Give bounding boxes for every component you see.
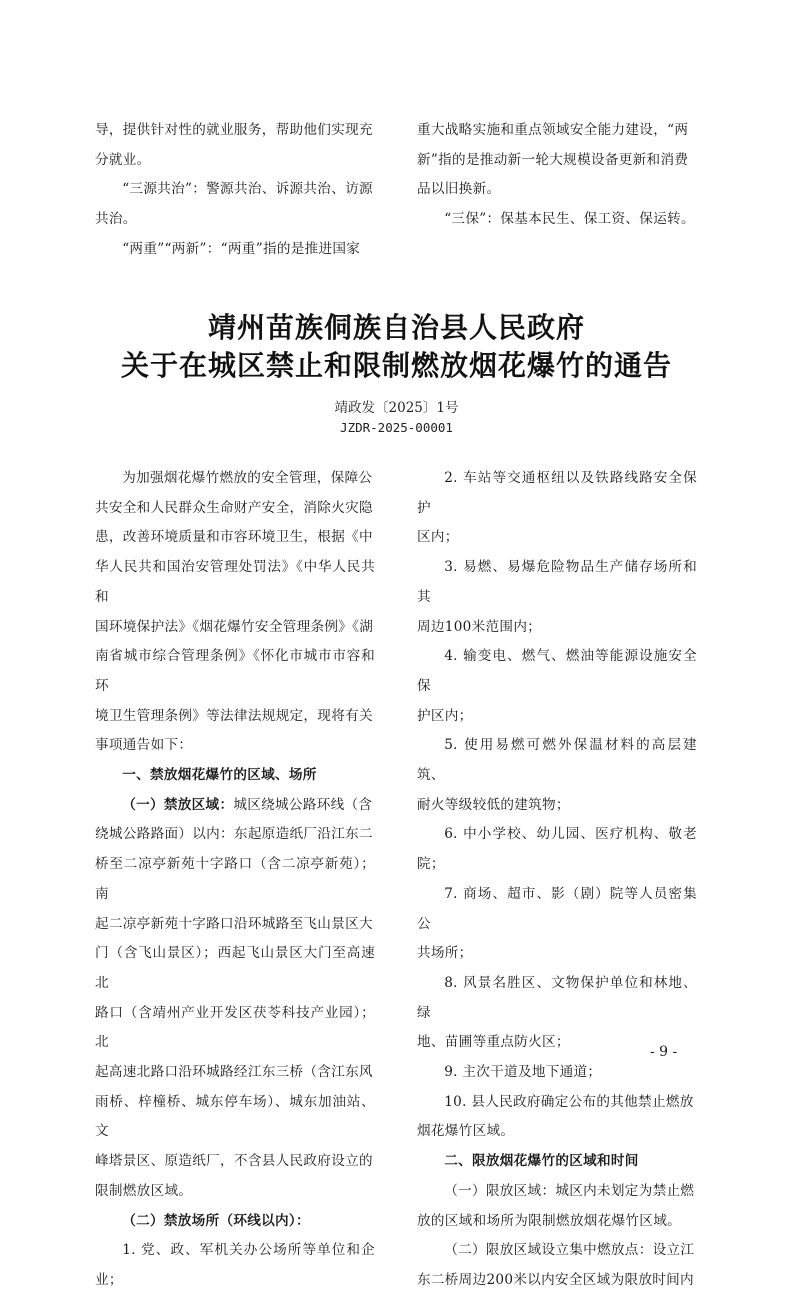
line-text: “两重”“两新”：“两重”指的是推进国家 (122, 240, 361, 257)
line-text: 4. 输变电、燃气、燃油等能源设施安全保 (417, 648, 697, 694)
line-text: 一、禁放烟花爆竹的区域、场所 (122, 767, 317, 784)
line-text: 新”指的是推动新一轮大规模设备更新和消费 (417, 151, 689, 168)
line-text: 10. 县人民政府确定公布的其他禁止燃放 (444, 1093, 694, 1110)
line-text: 8. 风景名胜区、文物保护单位和林地、绿 (417, 974, 697, 1021)
text-line (417, 1266, 697, 1296)
line-text: 3. 易燃、易爆危险物品生产储存场所和其 (417, 559, 697, 605)
text-line (95, 1236, 375, 1295)
text-line (417, 702, 697, 732)
top-right-column (417, 116, 697, 235)
text-line (417, 820, 697, 879)
text-line (95, 642, 375, 701)
text-line (95, 523, 375, 553)
line-text: 门（含飞山景区）；西起飞山景区大门至高速北 (95, 945, 375, 991)
notice-title-line-2: 关于在城区禁止和限制燃放烟花爆竹的通告 (120, 349, 672, 382)
text-line (417, 791, 697, 821)
text-line (417, 969, 697, 1028)
text-line (95, 553, 375, 612)
top-left-column (95, 116, 375, 265)
page-number: - 9 - (650, 1044, 678, 1060)
line-text: 重大战略实施和重点领域安全能力建设，“两 (417, 122, 689, 138)
text-line (95, 702, 375, 732)
line-text: 雨桥、梓橦桥、城东停车场）、城东加油站、文 (95, 1093, 375, 1140)
line-text: 9. 主次干道及地下通道； (444, 1064, 602, 1081)
line-text: 南省城市综合管理条例》《怀化市城市市容和环 (95, 648, 375, 694)
text-line (417, 642, 697, 701)
text-line (95, 820, 375, 850)
line-text: 5. 使用易燃可燃外保温材料的高层建筑、 (417, 737, 697, 784)
line-text: 6. 中小学校、幼儿园、医疗机构、敬老院； (417, 826, 697, 873)
line-text: “三保”：保基本民生、保工资、保运转。 (444, 211, 695, 228)
line-text: 耐火等级较低的建筑物； (417, 796, 570, 813)
text-line (95, 791, 375, 821)
text-line (95, 146, 375, 176)
text-line (95, 205, 375, 235)
text-line (417, 116, 697, 146)
text-line (417, 1058, 697, 1088)
line-text: 东二桥周边200米以内安全区域为限放时间内 (417, 1271, 694, 1288)
text-line (95, 1058, 375, 1088)
line-text: 国环境保护法》《烟花爆竹安全管理条例》《湖 (95, 618, 374, 635)
text-line (95, 850, 375, 909)
line-text: 城区绕城公路环线（含 (233, 796, 373, 813)
text-line (417, 205, 697, 235)
line-text: 绕城公路路面）以内：东起原造纸厂沿江东二 (95, 826, 373, 843)
line-text: （二）限放区域设立集中燃放点：设立江 (444, 1242, 695, 1259)
text-line (95, 464, 375, 494)
text-line (417, 523, 697, 553)
text-line (417, 146, 697, 176)
text-line (417, 175, 697, 205)
text-line (417, 553, 697, 612)
text-line (95, 494, 375, 524)
text-line (417, 1147, 697, 1177)
text-line (417, 1177, 697, 1207)
line-text: 限制燃放区域。 (95, 1182, 193, 1199)
line-text: 桥至二凉亭新苑十字路口（含二凉亭新苑）；南 (95, 856, 375, 902)
text-line (95, 1147, 375, 1177)
line-text: 地、苗圃等重点防火区； (417, 1034, 570, 1051)
line-text: 起二凉亭新苑十字路口沿环城路至飞山景区大 (95, 915, 373, 932)
line-text: 放的区域和场所为限制燃放烟花爆竹区域。 (417, 1212, 681, 1229)
text-line (95, 175, 375, 205)
text-line (95, 999, 375, 1058)
text-line (95, 910, 375, 940)
line-text: 区内； (417, 529, 459, 546)
line-text: 共场所； (417, 945, 473, 962)
line-text: 为加强烟花爆竹燃放的安全管理，保障公 (122, 470, 373, 486)
line-text: 护区内； (417, 707, 473, 724)
line-text: 1. 党、政、军机关办公场所等单位和企业； (95, 1242, 375, 1288)
line-text: 共安全和人民群众生命财产安全，消除火灾隐 (95, 499, 373, 516)
section-label: （一）禁放区域： (122, 796, 234, 813)
text-line (95, 1177, 375, 1207)
text-line (95, 116, 375, 146)
body-right-column (417, 464, 697, 1296)
line-text: 二、限放烟花爆竹的区域和时间 (444, 1153, 639, 1170)
line-text: 患，改善环境质量和市容环境卫生，根据《中 (95, 529, 373, 546)
line-text: 分就业。 (95, 151, 151, 168)
document-number: 靖政发〔2025〕1号 (334, 400, 459, 416)
text-line (95, 731, 375, 761)
line-text: 起高速北路口沿环城路经江东三桥（含江东风 (95, 1064, 373, 1081)
text-line (95, 761, 375, 791)
line-text: 境卫生管理条例》等法律法规规定，现将有关 (95, 707, 373, 724)
line-text: 路口（含靖州产业开发区茯苓科技产业园）；北 (95, 1004, 375, 1051)
text-line (417, 464, 697, 523)
line-text: 烟花爆竹区域。 (417, 1123, 515, 1140)
text-line (95, 235, 375, 265)
line-text: “三源共治”：警源共治、诉源共治、访源 (122, 181, 373, 198)
text-line (417, 731, 697, 790)
document-code: JZDR-2025-00001 (340, 420, 453, 435)
body-left-column (95, 464, 375, 1296)
notice-title-line-1: 靖州苗族侗族自治县人民政府 (207, 311, 585, 344)
line-text: （一）限放区域：城区内未划定为禁止燃 (444, 1182, 695, 1199)
text-line (417, 880, 697, 939)
line-text: 2. 车站等交通枢纽以及铁路线路安全保护 (417, 470, 697, 516)
line-text: 周边100米范围内； (417, 618, 542, 635)
line-text: 品以旧换新。 (417, 181, 501, 198)
line-text: 峰塔景区、原造纸厂，不含县人民政府设立的 (95, 1153, 373, 1170)
text-line (417, 1207, 697, 1237)
text-line (417, 1088, 697, 1118)
line-text: 事项通告如下： (95, 737, 193, 754)
text-line (95, 939, 375, 998)
text-line (95, 1207, 375, 1237)
line-text: （二）禁放场所（环线以内）： (122, 1212, 310, 1229)
text-line (417, 1236, 697, 1266)
line-text: 华人民共和国治安管理处罚法》《中华人民共和 (95, 559, 375, 605)
text-line (417, 613, 697, 643)
text-line (417, 939, 697, 969)
line-text: 共治。 (95, 211, 137, 228)
text-line (95, 1088, 375, 1147)
text-line (95, 613, 375, 643)
line-text: 导，提供针对性的就业服务，帮助他们实现充 (95, 122, 373, 138)
line-text: 7. 商场、超市、影（剧）院等人员密集公 (417, 885, 697, 932)
